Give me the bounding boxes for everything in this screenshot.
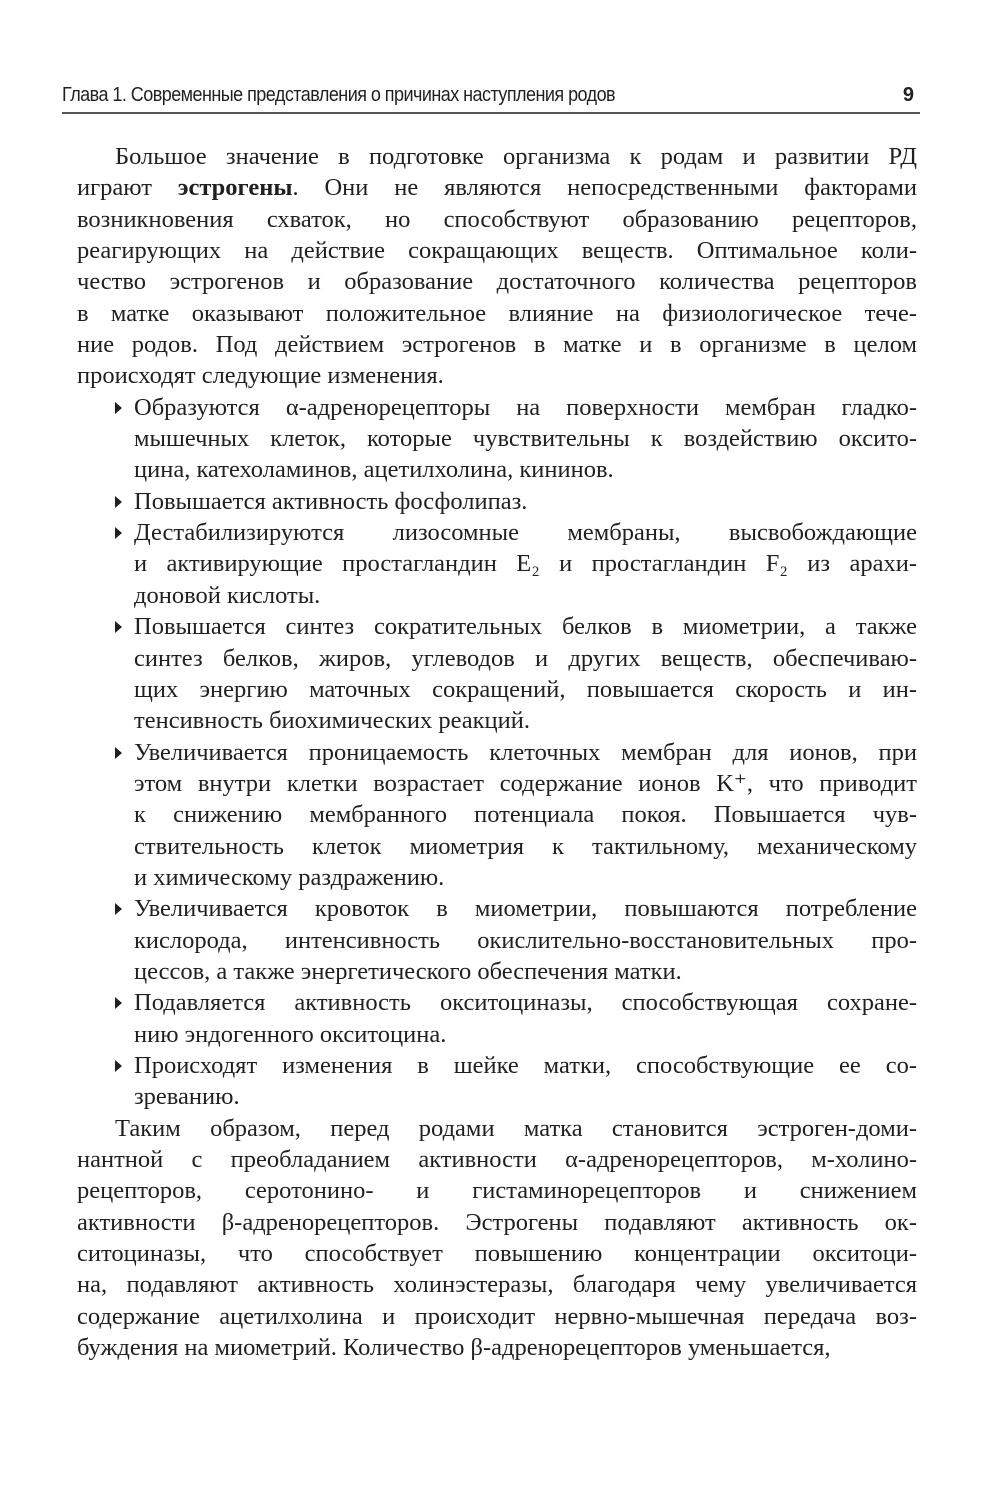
text-line: синтез белков, жиров, углеводов и других веществ, обеспечиваю- — [134, 644, 917, 672]
text-line: кислорода, интенсивность окислительно-восстановительных про- — [134, 926, 917, 954]
bold-term: эстрогены — [177, 174, 293, 202]
text-line: и химическому раздражению. — [134, 863, 445, 891]
text-line: Таким образом, перед родами матка становится эстроген-доми- — [115, 1114, 917, 1142]
bullet-item — [77, 392, 917, 486]
text-line: рецепторов, серотонино- и гистаминорецепторов и снижением — [77, 1177, 917, 1205]
text-line: тенсивность биохимических реакций. — [134, 707, 531, 735]
bullet-item — [77, 987, 917, 1050]
text-line: мышечных клеток, которые чувствительны к воздействию оксито- — [134, 425, 917, 453]
text-segment: играют — [77, 174, 178, 202]
text-line: доновой кислоты. — [134, 581, 321, 609]
text-segment: . Они не являются непосредственными факторами — [292, 174, 917, 202]
text-line: в матке оказывают положительное влияние на физиологическое тече- — [77, 299, 917, 327]
text-line: этом внутри клетки возрастает содержание ионов K⁺, что приводит — [134, 769, 917, 797]
bullet-item — [77, 737, 917, 894]
bullet-item — [77, 611, 917, 736]
bullet-triangle-icon — [115, 496, 122, 508]
text-line: возникновения схваток, но способствуют образованию рецепторов, — [77, 205, 917, 233]
text-line: Большое значение в подготовке организма к родам и развитии РД — [115, 143, 917, 170]
text-line — [77, 172, 917, 203]
text-line: Подавляется активность окситоциназы, способствующая сохране- — [134, 989, 917, 1017]
bullet-triangle-icon — [115, 903, 122, 915]
text-line: происходят следующие изменения. — [77, 362, 444, 390]
text-line: зреванию. — [134, 1083, 240, 1111]
bullet-triangle-icon — [115, 1060, 122, 1072]
bullet-triangle-icon — [115, 747, 122, 759]
text-line: нию эндогенного окситоцина. — [134, 1020, 447, 1048]
text-line: Увеличивается проницаемость клеточных мембран для ионов, при — [134, 738, 917, 766]
text-line: ствительность клеток миометрия к тактильному, механическому — [134, 832, 917, 860]
chapter-title: Глава 1. Современные представления о причинах наступления родов — [62, 84, 616, 106]
paragraph — [77, 1113, 917, 1364]
text-line: реагирующих на действие сокращающих веществ. Оптимальное коли- — [77, 237, 917, 265]
paragraph — [77, 141, 917, 392]
text-line: цина, катехоламинов, ацетилхолина, кининов. — [134, 456, 614, 484]
text-line: к снижению мембранного потенциала покоя. Повышается чув- — [134, 801, 917, 829]
bullet-item — [77, 893, 917, 987]
bullet-triangle-icon — [115, 527, 122, 539]
text-line: чество эстрогенов и образование достаточного количества рецепторов — [77, 268, 917, 296]
text-line: щих энергию маточных сокращений, повышается скорость и ин- — [134, 675, 917, 703]
bullet-triangle-icon — [115, 621, 122, 633]
text-line: цессов, а также энергетического обеспечения матки. — [134, 957, 682, 985]
text-line: Происходят изменения в шейке матки, способствующие ее со- — [134, 1051, 917, 1079]
text-line: Образуются α-адренорецепторы на поверхности мембран гладко- — [134, 393, 917, 421]
page-number: 9 — [902, 84, 914, 106]
text-line: на, подавляют активность холинэстеразы, благодаря чему увеличивается — [77, 1271, 917, 1299]
bullet-triangle-icon — [115, 402, 122, 414]
bullet-item — [77, 486, 917, 517]
text-line: Увеличивается кровоток в миометрии, повышаются потребление — [134, 895, 917, 923]
text-line: содержание ацетилхолина и происходит нервно-мышечная передача воз- — [77, 1302, 917, 1330]
text-line: буждения на миометрий. Количество β-адренорецепторов уменьшается, — [77, 1334, 831, 1362]
text-line: ситоциназы, что способствует повышению концентрации окситоци- — [77, 1240, 917, 1268]
running-header — [62, 84, 920, 114]
text-line: Повышается активность фосфолипаз. — [134, 487, 528, 515]
text-line: нантной с преобладанием активности α-адренорецепторов, м-холино- — [77, 1146, 917, 1173]
bullet-triangle-icon — [115, 997, 122, 1009]
bullet-item — [77, 1050, 917, 1113]
text-line: ние родов. Под действием эстрогенов в матке и в организме в целом — [77, 331, 917, 359]
bullet-item — [77, 517, 917, 611]
text-line: активности β-адренорецепторов. Эстрогены подавляют активность ок- — [77, 1208, 917, 1236]
page-body — [77, 141, 917, 1363]
text-line: Дестабилизируются лизосомные мембраны, высвобождающие — [134, 519, 917, 547]
text-line: Повышается синтез сократительных белков в миометрии, а также — [134, 613, 917, 641]
text-line: и активирующие простагландин E₂ и простагландин F₂ из арахи- — [134, 550, 917, 578]
